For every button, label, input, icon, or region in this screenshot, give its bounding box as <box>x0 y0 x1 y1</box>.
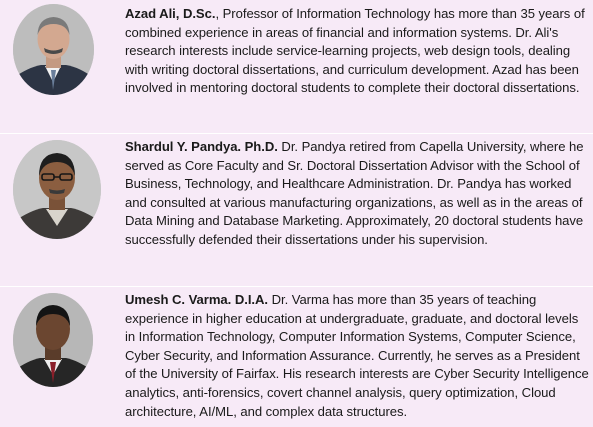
faculty-bio-text: Dr. Varma has more than 35 years of teaching experience in higher education at undergraduate, graduate, and doctoral levels in Information Technology, Computer Information Systems, Computer Science, Cyber Security, and Information Assurance. Currently, he serves as a President of the University of Fairfax. His research interests are Cyber Security Intelligence analytics, anti-forensics, covert channel analysis, query optimization, Cloud architecture, AI/ML, and complex data structures. <box>125 292 589 419</box>
faculty-row-shardul-pandya <box>0 133 593 286</box>
faculty-name: Umesh C. Varma. D.I.A. <box>125 292 268 307</box>
faculty-bio-text: Dr. Pandya retired from Capella University, where he served as Core Faculty and Sr. Doctoral Dissertation Advisor with the School of Business, Technology, and Healthcare Administration. Dr. Pandya has worked and consulted at various manufacturing organizations, as well as in the areas of Data Mining and Database Marketing. Approximately, 20 doctoral students have successfully defended their dissertations under his supervision. <box>125 139 584 247</box>
faculty-photo-shardul-pandya <box>13 140 101 239</box>
faculty-photo-azad-ali <box>13 4 94 95</box>
faculty-row-azad-ali <box>0 0 593 133</box>
faculty-bio-azad-ali <box>125 5 591 98</box>
faculty-photo-umesh-varma <box>13 293 93 387</box>
faculty-name: Azad Ali, D.Sc. <box>125 6 216 21</box>
faculty-bio-text: , Professor of Information Technology has more than 35 years of combined experience in areas of financial and information systems. Dr. Ali's research interests include service-learning projects, web design tools, dealing with writing doctoral dissertations, and curriculum development. Azad has been involved in mentoring doctoral students to complete their doctoral dissertations. <box>125 6 585 96</box>
faculty-bio-umesh-varma <box>125 291 591 421</box>
faculty-bio-shardul-pandya <box>125 138 591 250</box>
faculty-name: Shardul Y. Pandya. Ph.D. <box>125 139 278 154</box>
faculty-row-umesh-varma <box>0 286 593 427</box>
